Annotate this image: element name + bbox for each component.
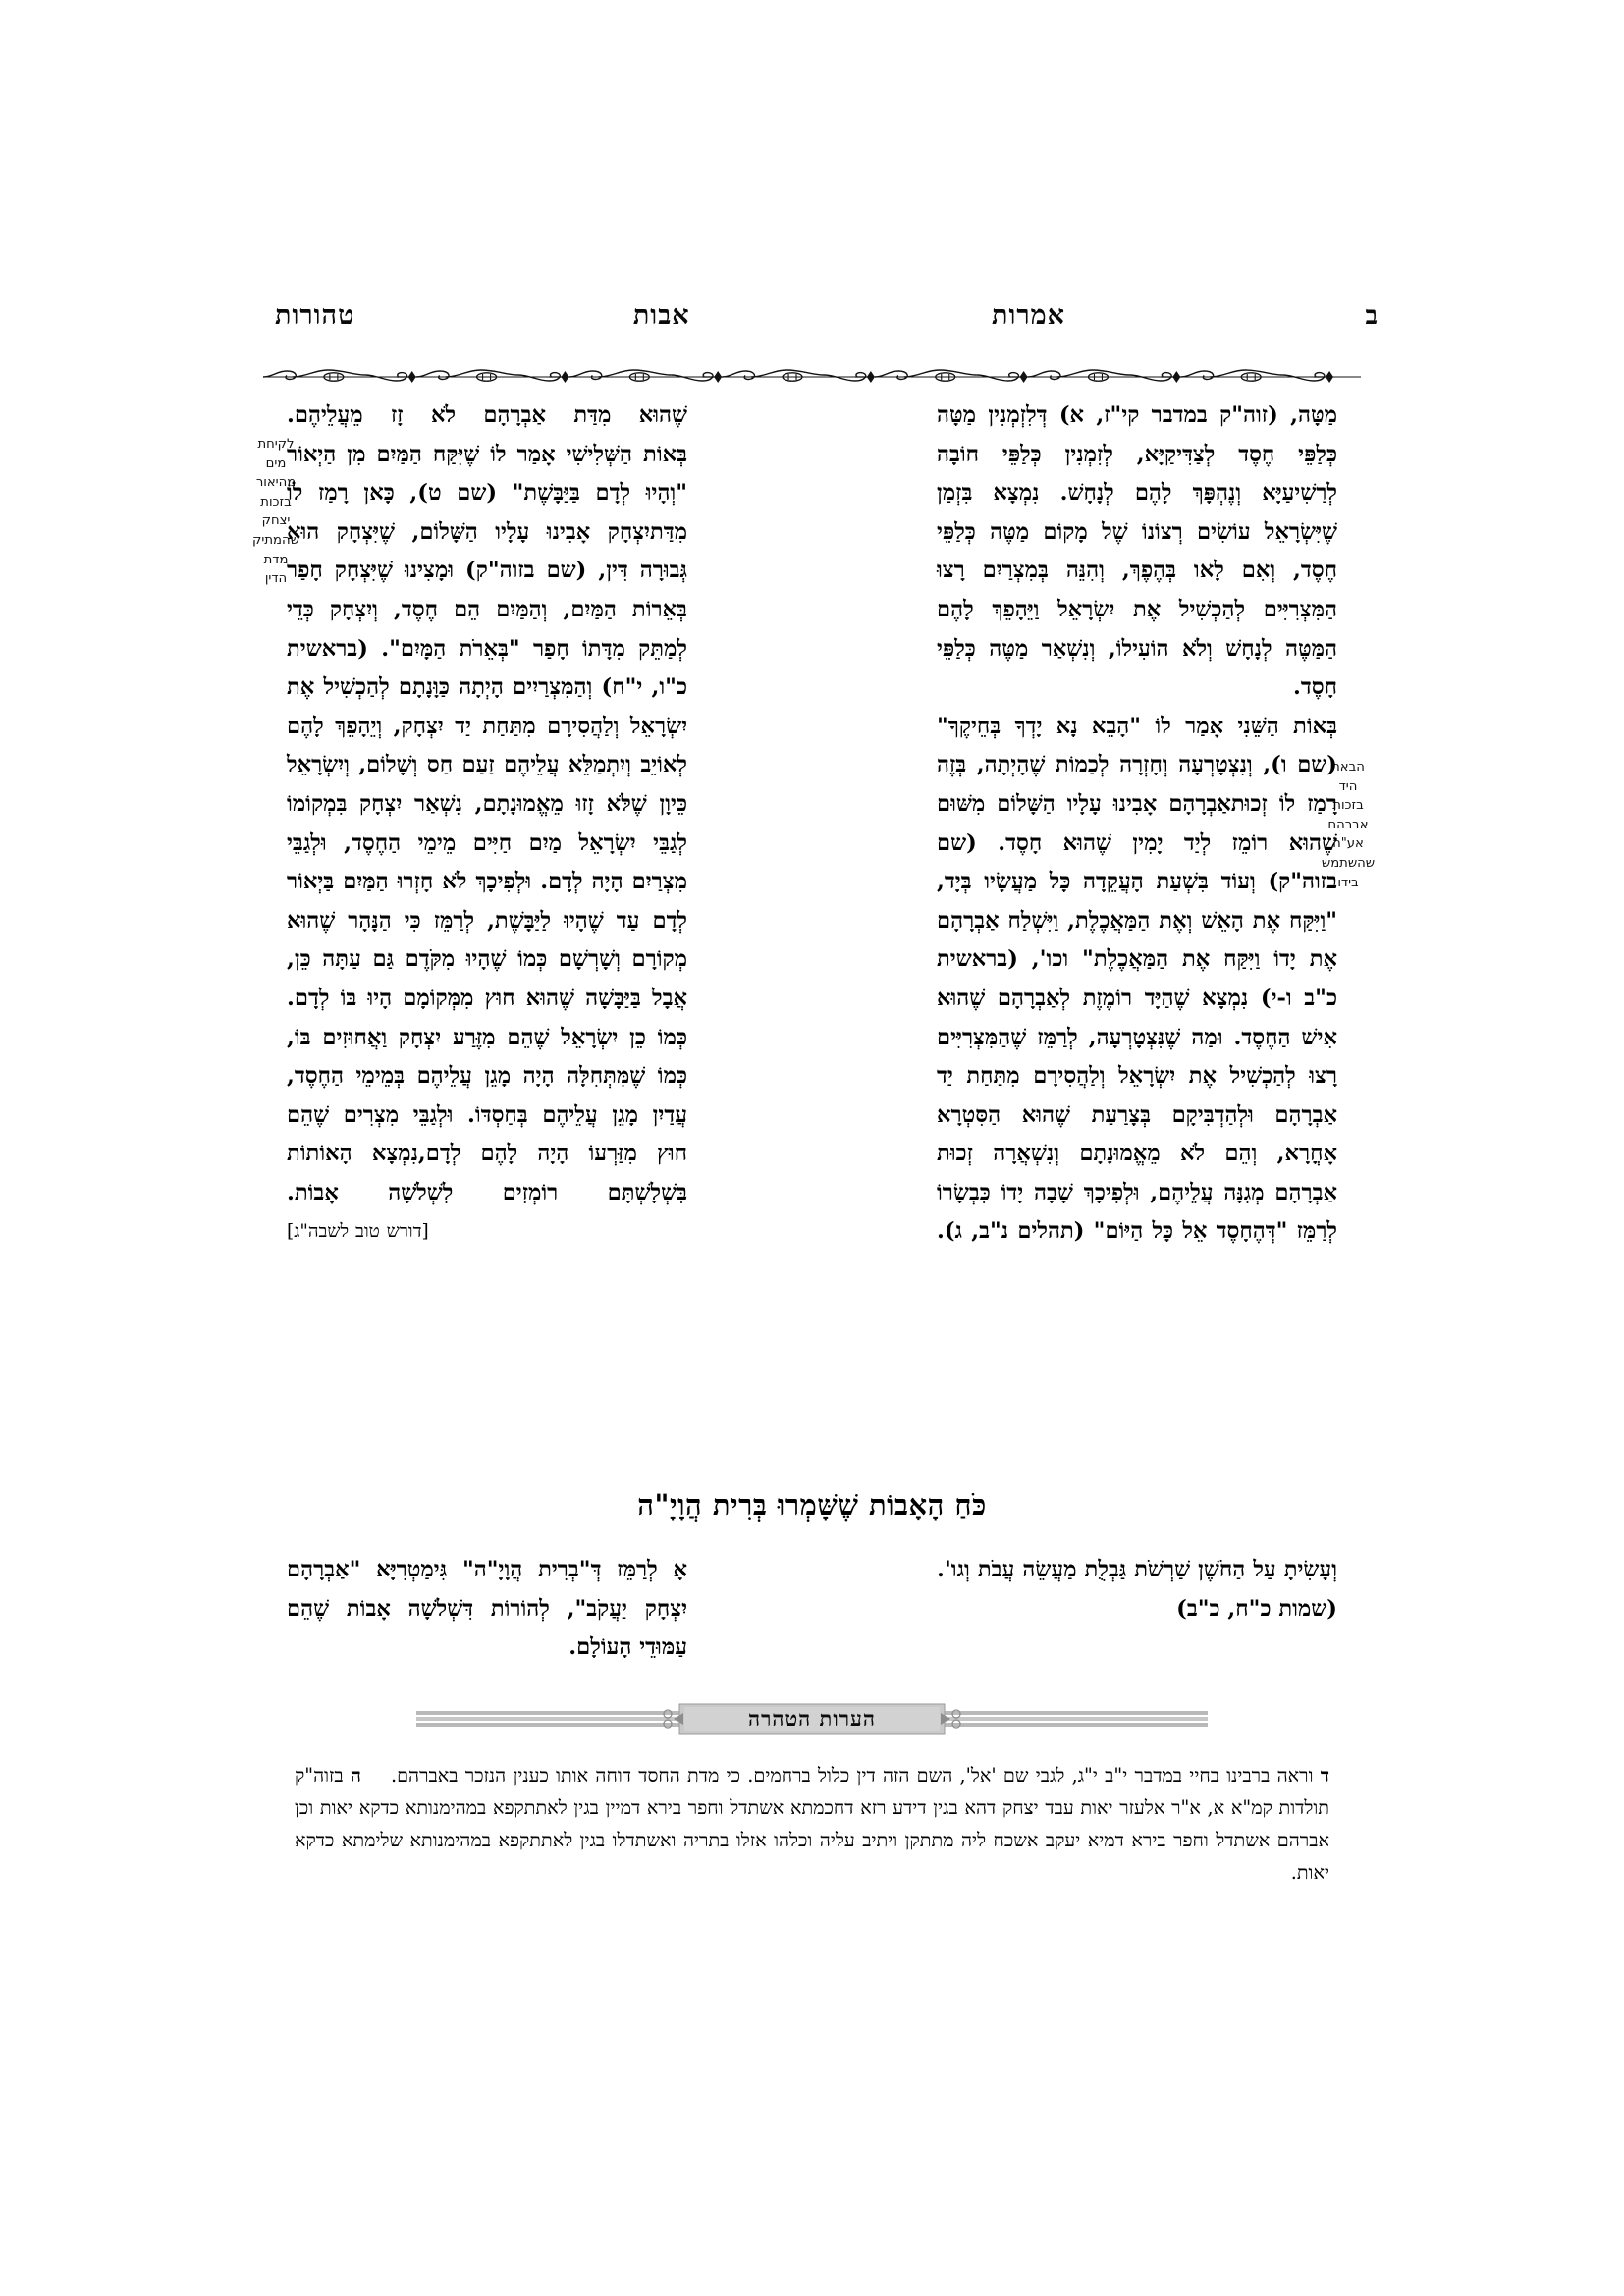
running-head-word-tehorot: טהורות [275, 300, 355, 331]
margin-note-left-line: יצחק [261, 513, 291, 529]
running-head-word-avot: אבות [632, 300, 690, 331]
footnote-text: בזוה"ק תולדות קמ"א א, א"ר אלעזר יאות עבד יצחק דהא בגין דידע רזא דחכמתא אשתדל וחפר בירא דמיין בגין לאתתקפא במהימנותא כדקא יאות וכן אברהם אשתדל וחפר בירא דמיא יעקב אשכח ליה מתתקן ויתיב עליה וכלהו אזלו בתריה ואשתדלו בגין לאתתקפא במהימנותא שלימתא כדקא יאות. [295, 1764, 1329, 1884]
section-heading: כֹּחַ הָאָבוֹת שֶׁשָּׁמְרוּ בְּרִית הֲוָיָ"ה [637, 1488, 987, 1522]
lower-column-right [937, 1551, 1337, 1629]
footnote-marker: ד [1320, 1764, 1329, 1787]
margin-note-left-line: שהמתיק [252, 532, 299, 548]
margin-note-right-line: אע"ה [1332, 836, 1364, 852]
footnote-marker: ה [350, 1764, 361, 1787]
margin-note-left-line: לקיחת [257, 437, 295, 452]
footnote-banner [416, 1702, 1208, 1735]
margin-note-left-line: בזכות [260, 494, 292, 509]
margin-note-right-line: בידו [1337, 875, 1359, 890]
margin-note-left-line: מהיאור [255, 475, 297, 491]
paragraph: שֶׁהוּא מִדַּת אַבְרָהָם לֹא זָז מֵעֲלֵיהֶם. [287, 402, 687, 428]
main-text-area [257, 397, 1367, 1447]
margin-note-right-line: בזכות [1332, 798, 1364, 814]
margin-note-right-line: אברהם [1327, 817, 1369, 832]
margin-note-left-line: הדין [264, 571, 288, 587]
commentary-paragraph: אָ לְרַמֵּז דְּ"בְרִית הֲוָיָ"ה" גִּימַטְרִיָּא "אַבְרָהָם יִצְחָק יַעֲקֹב", לְהוֹרוֹת דִּשְׁלֹשָׁה אָבוֹת שֶׁהֵם עַמּוּדֵי הָעוֹלָם. [287, 1557, 687, 1661]
margin-note-right-line: הבאת [1331, 760, 1365, 774]
source-attribution: [דורש טוב לשבה"ג] [287, 1221, 429, 1243]
paragraph: מַטָּה, (זוה"ק במדבר קי"ז, א) דְּלִזְמְנִין מַטָּה כְּלַפֵּי חֶסֶד לְצַדִּיקַיָּא, לְזִמְנִין כְּלַפֵּי חוֹבָה לְרַשִׁיעַיָּא וְנֶהְפָּךְ לָהֶם לְנָחָשׁ. נִמְצָא בִּזְמַן שֶׁיִּשְׂרָאֵל עוֹשִׂים רְצוֹנוֹ שֶׁל מָקוֹם מַטֶּה כְּלַפֵּי חֶסֶד, וְאִם לָאו בְּהֶפֶךְ, וְהִנֵּה בְּמִצְרַיִם רָצוּ הַמִּצְרִיִּים לְהַכְשִׁיל אֶת יִשְׂרָאֵל וַיֵּהָפֵךְ לָהֶם הַמַּטֶּה לְנָחָשׁ וְלֹא הוֹעִילוֹ, וְנִשְׁאַר מַטֶּה כְּלַפֵּי חָסֶד. [937, 402, 1337, 701]
lower-column-left [287, 1551, 687, 1668]
lower-text-area [257, 1551, 1367, 1688]
footnote-entry [295, 1759, 1329, 1889]
margin-note-right-line: היד [1338, 778, 1358, 794]
footnote-banner-label: הערות הטהרה [747, 1706, 876, 1731]
paragraph: בְּאוֹת הַשֵּׁנִי אָמַר לוֹ "הָבֵא נָא יָדְךָ בְּחֵיקֶךָ" (שם ו), וְנִצְטָרְעָה וְחָזְרָה לְכַמוֹת שֶׁהָיְתָה, בְּזֶה רָמַז לוֹ זְכוּתאַבְרָהָם אָבִינוּ עָלָיו הַשָּׁלוֹם מִשּׁוּם שֶׁהוּא רוֹמֵז לְיַד יָמִין שֶׁהוּא חָסֶד. (שם בזוה"ק) וְעוֹד בִּשְׁעַת הָעֲקֵדָה כָּל מַעֲשָׂיו בְּיָד, "וַיִּקַּח אֶת הָאֵשׁ וְאֶת הַמַּאֲכֶלֶת, וַיִּשְׁלַח אַבְרָהָם אֶת יָדוֹ וַיִּקַּח אֶת הַמַּאֲכֶלֶת" וכו', (בראשית כ"ב ו-י) נִמְצָא שֶׁהַיָּד רוֹמֶזֶת לְאַבְרָהָם שֶׁהוּא אִישׁ הַחֶסֶד. וּמַה שֶׁנִּצְטָרְעָה, לְרַמֵּז שֶׁהַמִּצְרִיִּים רָצוּ לְהַכְשִׁיל אֶת יִשְׂרָאֵל וְלַהֲסִירָם מִתַּחַת יַד אַבְרָהָם וּלְהַדְבִּיקָם בְּצָרַעַת שֶׁהוּא הַסִּטְרָא אָחֳרָא, וְהֵם לֹא מֵאֱמוּנָתָם וְנִשְׁאֲרָה זְכוּת אַבְרָהָם מְגִנָּה עֲלֵיהֶם, וּלְפִיכָךְ שָׁבָה יָדוֹ כִּבְשָׂרוֹ לְרַמֵּז "דְּהֶחָסֶד אֵל כָּל הַיּוֹם" (תהלים נ"ב, ג). [937, 713, 1337, 1245]
running-head-word-amarot: אמרות [992, 300, 1066, 331]
page-number-letter: ב [1365, 301, 1379, 331]
ornamental-divider-icon [263, 367, 1361, 387]
main-text-column-left [287, 397, 687, 1252]
margin-note-left-line: מים [265, 455, 287, 471]
margin-note-left-line: מדת [263, 552, 289, 567]
paragraph: בְּאוֹת הַשְּׁלִישִׁי אָמַר לוֹ שֶׁיִּקַּח הַמַּיִם מִן הַיְאוֹר "וְהָיוּ לְדָם בַּיַּבָּשֶׁת" (שם ט), כָּאן רָמַז לוֹ מִדַּתיִצְחָק אָבִינוּ עָלָיו הַשָּׁלוֹם, שֶׁיִּצְחָק הוּא גְּבוּרָה דִּין, (שם בזוה"ק) וּמָצִינוּ שֶׁיִּצְחָק חָפַר בְּאֵרוֹת הַמַּיִם, וְהַמַּיִם הֵם חֶסֶד, וְיִצְחָק כְּדֵי לְמַתֵּק מִדָּתוֹ חָפַר "בְּאֵרֹת הַמָּיִם". (בראשית כ"ו, י"ח) וְהַמִּצְרַיִים הָיְתָה כַּוָּנָתָם לְהַכְשִׁיל אֶת יִשְׂרָאֵל וְלַהֲסִירָם מִתַּחַת יַד יִצְחָק, וְיֵהָפֵךְ לָהֶם לְאוֹיֵב וְיִתְמַלֵּא עֲלֵיהֶם זַעַם חַס וְשָׁלוֹם, וְיִשְׂרָאֵל כֵּיוָן שֶׁלֹּא זָזוּ מֵאֱמוּנָתָם, נִשְׁאַר יִצְחָק בִּמְקוֹמוֹ לְגַבֵּי יִשְׂרָאֵל מַיִם חַיִּים מֵימֵי הַחֶסֶד, וּלְגַבֵּי מִצְרַיִם הָיָה לְדָם. וּלְפִיכָךְ לֹא חָזְרוּ הַמַּיִם בַּיְאוֹר לְדָם עַד שֶׁהָיוּ לַיַּבָּשֶׁת, לְרַמֵּז כִּי הַנָּהָר שֶׁהוּא מְקוֹרָם וְשָׁרְשָׁם כְּמוֹ שֶׁהָיוּ מִקֹּדֶם גַּם עַתָּה כֵּן, אֲבָל בַּיַּבָּשָׁה שֶׁהוּא חוּץ מִמְּקוֹמָם הָיוּ בּוֹ לְדָם. כְּמוֹ כֵן יִשְׂרָאֵל שֶׁהֵם מִזֶּרַע יִצְחָק וַאֲחוּזִים בּוֹ, כְּמוֹ שֶׁמִּתְּחִלָּה הָיָה מָגֵן עֲלֵיהֶם בְּמֵימֵי הַחֶסֶד, עֲדַיִן מָגֵן עֲלֵיהֶם בְּחַסְדּוֹ. וּלְגַבֵּי מִצְרִים שֶׁהֵם חוּץ מִזַּרְעוֹ הָיָה לָהֶם לְדָם,נִמְצָא הָאוֹתוֹת בִּשְׁלָשְׁתָּם רוֹמְזִים לִשְׁלֹשָׁה אָבוֹת. [287, 441, 687, 1205]
footnote-text: וראה ברבינו בחיי במדבר י"ב י"ג, לגבי שם 'אל', השם הזה דין כלול ברחמים. כי מדת החסד דוחה אותו כענין הנזכר באברהם. [390, 1764, 1314, 1787]
margin-note-right-line: שהשתמש [1321, 855, 1376, 871]
verse-quote: וְעָשִׂיתָ עַל הַחֹשֶׁן שַׁרְשֹׁת גַּבְלֻת מַעֲשֵׂה עֲבֹת וְגו'. (שמות כ"ח, כ"ב) [937, 1557, 1337, 1622]
main-text-column-right [937, 397, 1337, 1252]
footnotes-area [295, 1759, 1329, 1889]
running-head [245, 300, 1379, 346]
